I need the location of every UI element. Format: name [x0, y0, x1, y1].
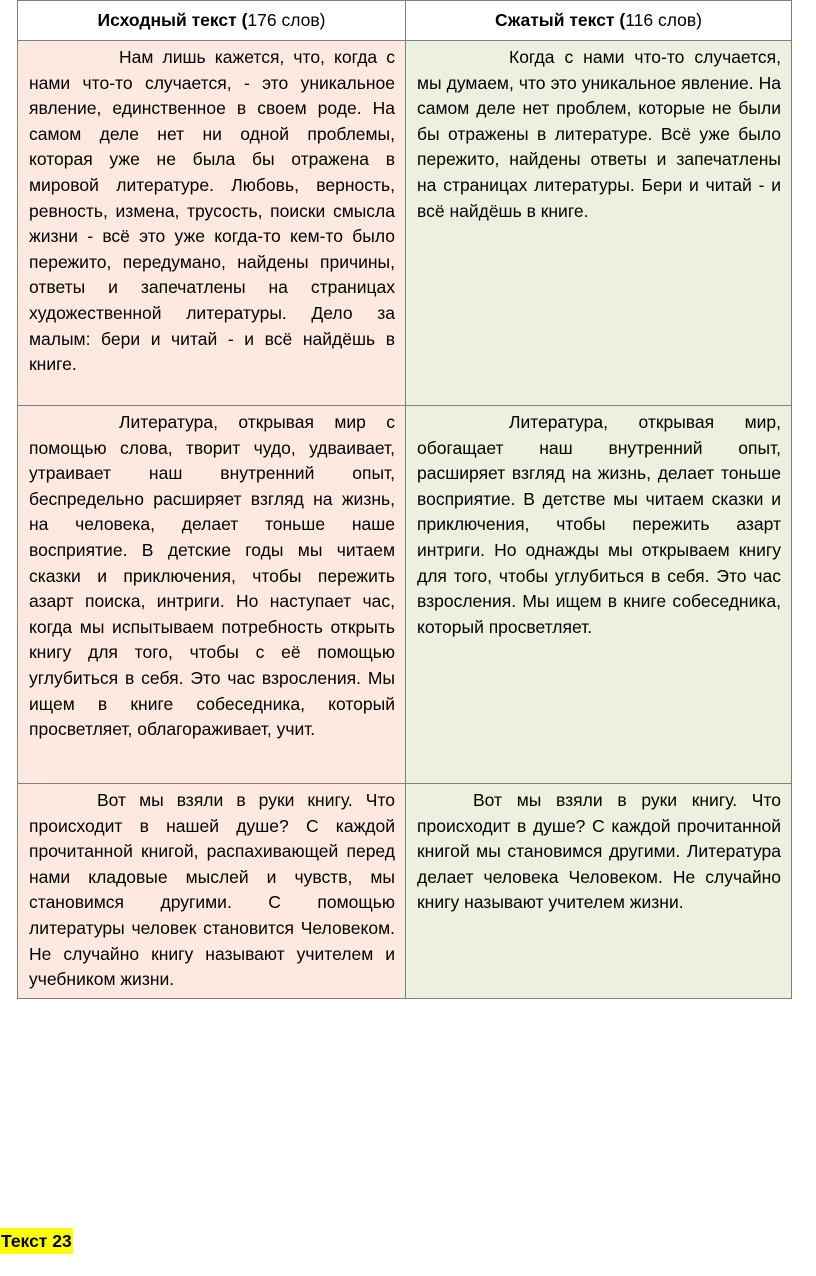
header-original-count: 176 слов) [247, 10, 326, 30]
original-paragraph: Литература, открывая мир с помощью слова, творит чудо, удваивает, утраивает наш внутренний опыт, беспредельно расширяет взгляд на жизнь, на человека, делает тоньше наше восприятие. В детские годы мы читаем сказки и приключения, чтобы пережить азарт поиска, интриги. Но наступает час, когда мы испытываем потребность открыть книгу для того, чтобы с её помощью углубиться в себя. Это час взросления. Мы ищем в книге собеседника, который просветляет, облагораживает, учит. [29, 412, 395, 740]
table-row [18, 41, 792, 406]
original-cell [18, 41, 406, 406]
header-original [18, 1, 406, 41]
compressed-paragraph: Литература, открывая мир, обогащает наш внутренний опыт, расширяет взгляд на жизнь, делает тоньше восприятие. В детстве мы читаем сказки и приключения, чтобы пережить азарт интриги. Но однажды мы открываем книгу для того, чтобы углубиться в себя. Это час взросления. Мы ищем в книге собеседника, который просветляет. [417, 412, 781, 637]
original-paragraph: Нам лишь кажется, что, когда с нами что-то случается, - это уникальное явление, единственное в своем роде. На самом деле нет ни одной проблемы, которая уже не была бы отражена в мировой литературе. Любовь, верность, ревность, измена, трусость, поиски смысла жизни - всё это уже когда-то кем-то было пережито, передумано, найдены причины, ответы и запечатлены на страницах художественной литературы. Дело за малым: бери и читай - и всё найдёшь в книге. [29, 47, 395, 375]
compressed-cell [406, 41, 792, 406]
original-paragraph: Вот мы взяли в руки книгу. Что происходит в нашей душе? С каждой прочитанной книгой, распахивающей перед нами кладовые мыслей и чувств, мы становимся другими. С помощью литературы человек становится Человеком. Не случайно книгу называют учителем и учебником жизни. [29, 790, 395, 990]
text-number-label: Текст 23 [0, 1228, 73, 1254]
header-original-bold: Исходный текст ( [97, 10, 248, 30]
header-compressed-count: 116 слов) [625, 10, 702, 30]
original-cell [18, 406, 406, 784]
table-row [18, 406, 792, 784]
header-row [18, 1, 792, 41]
table-row [18, 784, 792, 999]
compressed-cell [406, 784, 792, 999]
original-cell [18, 784, 406, 999]
compressed-paragraph: Когда с нами что-то случается, мы думаем, что это уникальное явление. На самом деле нет проблем, которые не были бы отражены в литературе. Всё уже было пережито, найдены ответы и запечатлены на страницах литературы. Бери и читай - и всё найдёшь в книге. [417, 47, 781, 221]
header-compressed-bold: Сжатый текст ( [495, 10, 626, 30]
header-compressed [406, 1, 792, 41]
compressed-cell [406, 406, 792, 784]
compressed-paragraph: Вот мы взяли в руки книгу. Что происходит в душе? С каждой прочитанной книгой мы становимся другими. Литература делает человека Человеком. Не случайно книгу называют учителем жизни. [417, 790, 781, 913]
comparison-table [17, 0, 792, 999]
